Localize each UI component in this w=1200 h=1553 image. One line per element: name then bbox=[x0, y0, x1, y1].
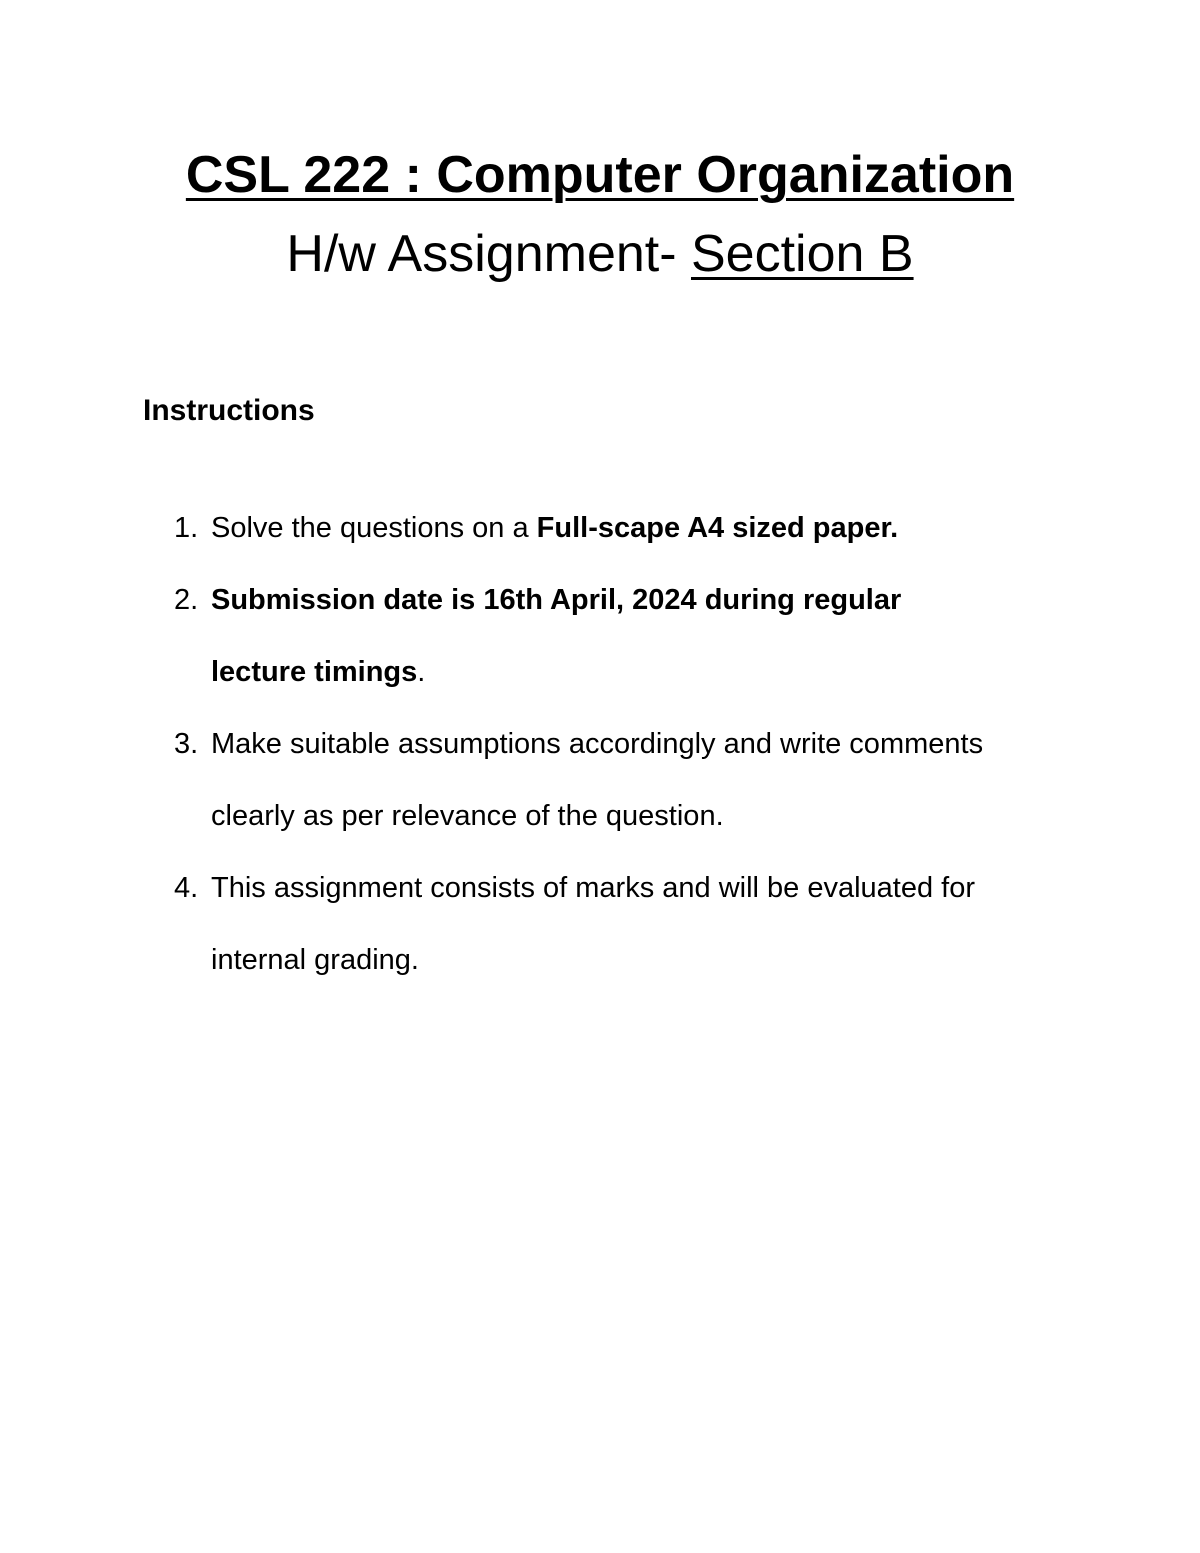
document-title: CSL 222 : Computer Organization bbox=[185, 146, 1015, 204]
instruction-number: 1. bbox=[174, 512, 199, 544]
instructions-heading: Instructions bbox=[143, 394, 315, 427]
instruction-number: 2. bbox=[174, 584, 199, 616]
instruction-line: lecture timings. bbox=[211, 656, 426, 688]
instruction-line: This assignment consists of marks and will be evaluated for bbox=[211, 872, 976, 904]
subtitle-prefix: H/w Assignment- bbox=[286, 225, 691, 283]
instruction-line: Submission date is 16th April, 2024 during regular bbox=[211, 584, 902, 616]
instruction-line: internal grading. bbox=[211, 944, 419, 976]
instruction-number: 3. bbox=[174, 728, 199, 760]
document-subtitle bbox=[0, 222, 1200, 286]
subtitle-section: Section B bbox=[691, 225, 914, 283]
instruction-line: Make suitable assumptions accordingly and write comments bbox=[211, 728, 984, 760]
instruction-line: clearly as per relevance of the question. bbox=[211, 800, 724, 832]
instruction-line: Solve the questions on a Full-scape A4 sized paper. bbox=[211, 512, 899, 544]
instruction-number: 4. bbox=[174, 872, 199, 904]
